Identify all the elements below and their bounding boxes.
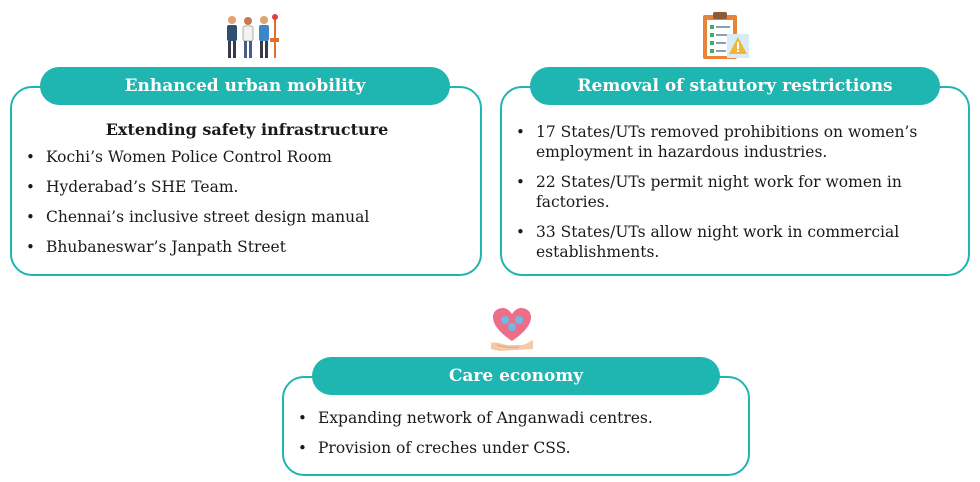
commuters-icon (222, 12, 280, 60)
list-item: • Kochi’s Women Police Control Room (22, 147, 472, 167)
list-item: • 33 States/UTs allow night work in commercial establishments. (512, 222, 957, 262)
list-item: • 22 States/UTs permit night work for women in factories. (512, 172, 957, 212)
panel-subheading: Extending safety infrastructure (105, 120, 389, 139)
list-item: • 17 States/UTs removed prohibitions on women’s employment in hazardous industries. (512, 122, 957, 162)
panel-title-care: Care economy (312, 357, 720, 395)
panel-title-mobility: Enhanced urban mobility (40, 67, 450, 105)
panel-box-mobility (10, 86, 482, 276)
panel-list-restrictions (512, 122, 957, 262)
panel-list-mobility (22, 147, 472, 257)
heart-family-hand-icon (487, 305, 537, 353)
list-item: • Chennai’s inclusive street design manual (22, 207, 472, 227)
clipboard-warning-icon (697, 10, 753, 62)
list-item: • Hyderabad’s SHE Team. (22, 177, 472, 197)
panel-list-care (294, 408, 739, 458)
list-item: • Provision of creches under CSS. (294, 438, 739, 458)
list-item: • Expanding network of Anganwadi centres. (294, 408, 739, 428)
panel-box-restrictions (500, 86, 970, 276)
list-item: • Bhubaneswar’s Janpath Street (22, 237, 472, 257)
panel-title-restrictions: Removal of statutory restrictions (530, 67, 940, 105)
